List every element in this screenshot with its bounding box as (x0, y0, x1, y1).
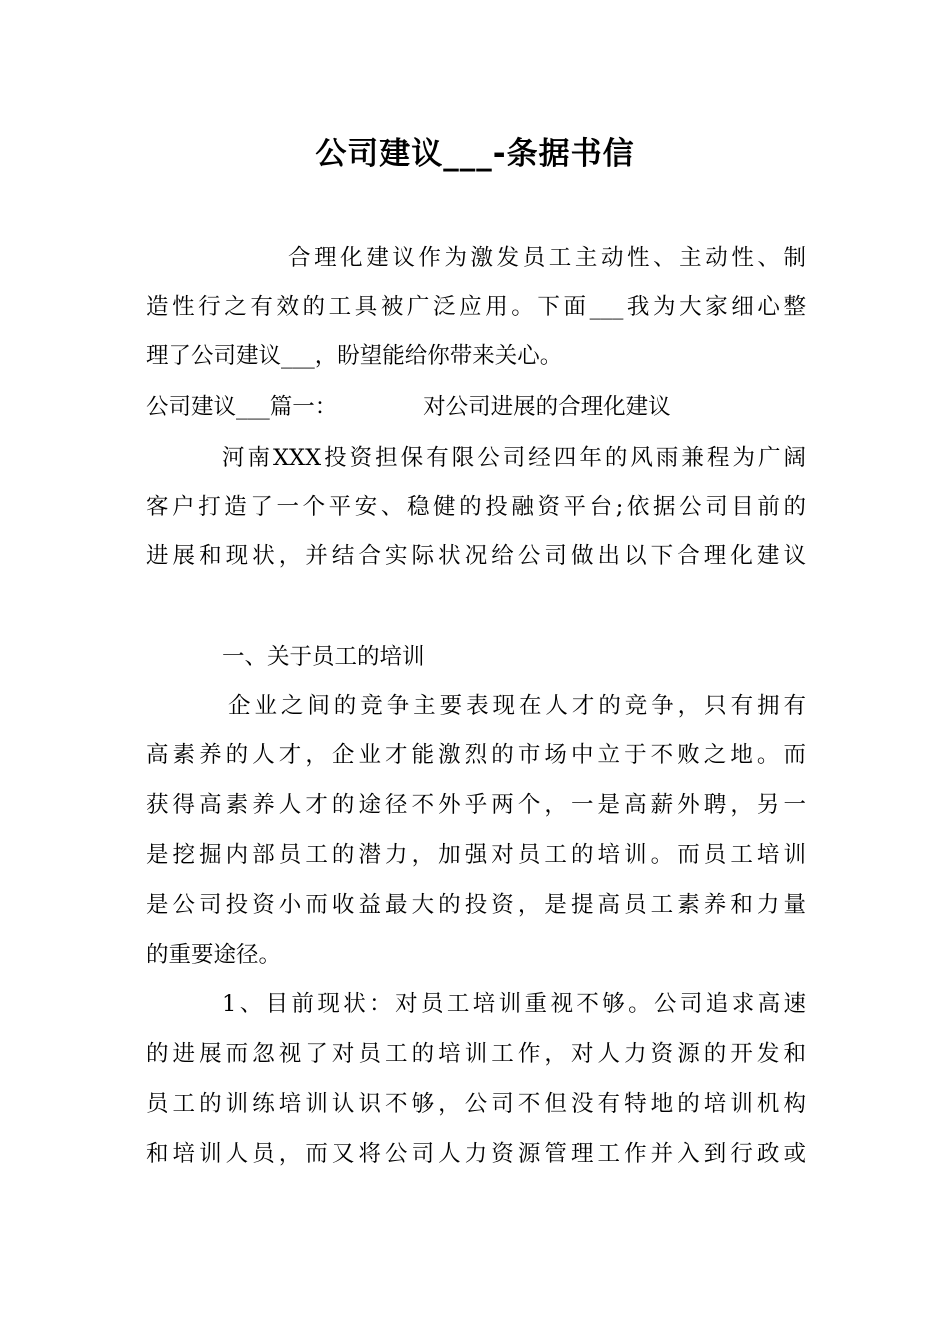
paragraph-line: 1、目前现状：对员工培训重视不够。公司追求高速 (222, 991, 806, 1017)
subsection-heading: 一、关于员工的培训 (222, 644, 425, 670)
paragraph-line: 是挖掘内部员工的潜力，加强对员工的培训。而员工培训 (146, 842, 806, 868)
paragraph-line: 客户打造了一个平安、稳健的投融资平台;依据公司目前的 (146, 494, 806, 520)
paragraph-line: 企业之间的竞争主要表现在人才的竞争，只有拥有 (228, 693, 806, 719)
paragraph-line: 高素养的人才，企业才能激烈的市场中立于不败之地。而 (146, 742, 806, 768)
section-heading: 公司建议___篇一： 对公司进展的合理化建议 (146, 394, 671, 420)
paragraph-line: 的进展而忽视了对员工的培训工作，对人力资源的开发和 (146, 1041, 806, 1067)
paragraph-line: 员工的训练培训认识不够，公司不但没有特地的培训机构 (146, 1091, 806, 1117)
paragraph-line: 理了公司建议___，盼望能给你带来关心。 (146, 343, 563, 369)
paragraph-line: 获得高素养人才的途径不外乎两个，一是高薪外聘，另一 (146, 792, 806, 818)
paragraph-line: 河南XXX投资担保有限公司经四年的风雨兼程为广阔 (222, 445, 806, 471)
paragraph-line: 合理化建议作为激发员工主动性、主动性、制 (288, 245, 806, 271)
paragraph-line: 和培训人员，而又将公司人力资源管理工作并入到行政或 (146, 1141, 806, 1167)
paragraph-line: 造性行之有效的工具被广泛应用。下面___我为大家细心整 (146, 294, 806, 320)
paragraph-line: 进展和现状，并结合实际状况给公司做出以下合理化建议 (146, 543, 806, 569)
paragraph-line: 是公司投资小而收益最大的投资，是提高员工素养和力量 (146, 892, 806, 918)
document-title: 公司建议___-条据书信 (315, 136, 635, 172)
paragraph-line: 的重要途径。 (146, 942, 282, 968)
